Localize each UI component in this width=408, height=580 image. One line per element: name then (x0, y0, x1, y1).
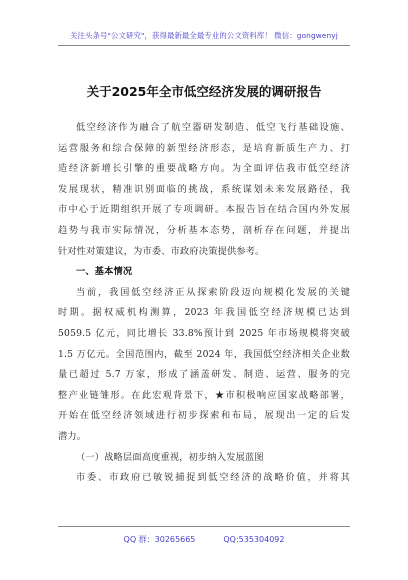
document-body (58, 118, 350, 489)
paragraph-line: 低空经济作为融合了航空器研发制造、低空飞行基础设施、 (76, 122, 350, 133)
document-title: 关于2025年全市低空经济发展的调研报告 (86, 84, 322, 99)
footer-contact (0, 534, 408, 545)
paragraph-line: （一）战略层面高度重视，初步纳入发展蓝图 (76, 451, 264, 463)
section-heading: 一、基本情况 (76, 266, 133, 278)
paragraph-line: 5059.5 亿元，同比增长 33.8%预计到 2025 年市场规模将突破 (58, 327, 350, 339)
footer-qq-number: QQ:535304092 (223, 535, 285, 544)
header-divider (58, 45, 350, 46)
paragraph-line: 开始在低空经济领域进行初步探索和布局，展现出一定的后发 (58, 410, 350, 422)
paragraph-line: 潜力。 (58, 430, 87, 442)
header-banner: 关注头条号"公文研究"，获得最新最全最专业的公文资料库！ 微信：gongwenyj (70, 31, 338, 40)
paragraph-line: 当前，我国低空经济正从探索阶段迈向规模化发展的关键 (76, 286, 350, 298)
paragraph-line: 针对性对策建议，为市委、市政府决策提供参考。 (58, 245, 265, 257)
footer-divider (58, 526, 350, 527)
paragraph-line: 市委、市政府已敏锐捕捉到低空经济的战略价值，并将其 (76, 472, 350, 484)
paragraph-line: 造经济新增长引擎的重要战略方向。为全面评估我市低空经济 (58, 163, 350, 175)
paragraph-line: 整产业链雏形。在此宏观背景下，★市积极响应国家战略部署， (58, 389, 350, 401)
paragraph-line: 发展现状，精准识别面临的挑战，系统谋划未来发展路径，我 (58, 183, 350, 195)
paragraph-line: 趋势与我市实际情况，分析基本态势，剖析存在问题，并提出 (58, 224, 350, 236)
paragraph-line: 时期。据权威机构测算，2023 年我国低空经济规模已达到 (58, 307, 350, 319)
paragraph-line: 量已超过 5.7 万家，形成了涵盖研发、制造、运营、服务的完 (58, 369, 350, 381)
paragraph-line: 市中心于近期组织开展了专项调研。本报告旨在结合国内外发展 (58, 204, 350, 216)
footer-qq-group: QQ 群：30265665 (123, 535, 196, 544)
paragraph-line: 运营服务和综合保障的新型经济形态，是培育新质生产力、打 (58, 142, 350, 154)
paragraph-line: 1.5 万亿元。全国范围内，截至 2024 年，我国低空经济相关企业数 (58, 348, 350, 360)
